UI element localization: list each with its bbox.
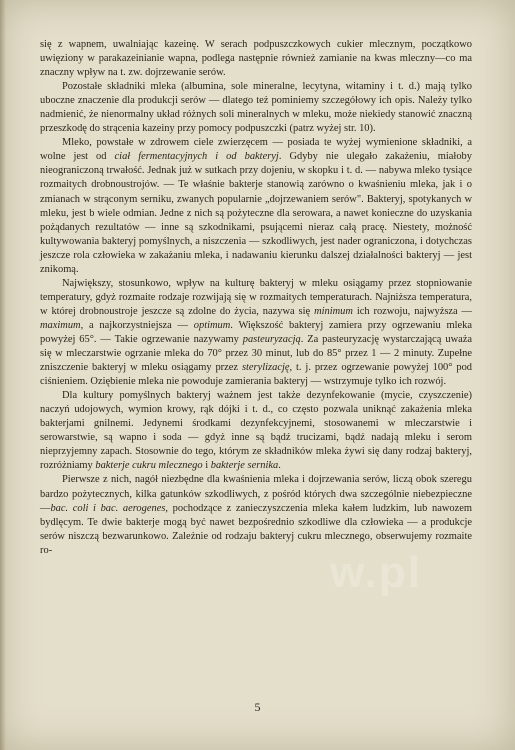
text-run: , a najkorzystniejsza — — [80, 319, 194, 331]
paragraph-1 — [40, 38, 472, 80]
text-run: . — [278, 460, 281, 472]
text-run: i — [202, 460, 211, 472]
paragraph-2 — [40, 80, 472, 136]
italic-term: bakterje sernika — [210, 460, 279, 472]
text-run: , pochodzące z zanieczyszczenia mleka kałem ludzkim, lub nawozem bydlęcym. Te dwie bakterje mogą być nawet bezpośrednio szkodliwe dla człowieka — a produkcje serów niszczą bezwarunkowo. Zależnie od rodzaju bakteryj cukru mlecznego, obserwujemy rozmaite ro- — [40, 502, 472, 556]
watermark: w.pl — [330, 548, 422, 597]
text-run: . Większość bakteryj zamiera przy ogrzewaniu mleka powyżej 65°. — Takie ogrzewanie nazywamy — [40, 319, 473, 345]
italic-term: bac. coli i bac. aerogenes — [50, 502, 166, 514]
paragraph-3 — [40, 136, 472, 276]
text-run: . Za pasteuryzację wystarczającą uważa się w mleczarstwie ogrzanie mleka do 70° przez 30 minut, lub do 85° przez 1 — 2 minuty. Zupełne zniszczenie bakteryj w mleku osiągamy przez — [40, 333, 473, 374]
text-run: ich rozwoju, najwyższa — — [352, 305, 472, 317]
text-run: Dla kultury pomyślnych bakteryj ważnem jest także dezynfekowanie (mycie, czyszczenie) naczyń udojowych, wymion krowy, rąk dójki i t. d., co często pozwala uniknąć zakażenia mleka bakterjami gnilnemi. Jedynemi środkami dezynfekcyjnemi, stosowanemi w mleczarstwie i serowarstwie, są wapno i soda — gdyż inne są bądź trucizami, bądź nadają mleku i serom nieprzyjemny zapach. Stosownie do tego, którym ze składników mleka żywi się dany rodzaj bakteryj, rozróżniamy — [40, 390, 472, 472]
paragraph-4 — [40, 277, 472, 389]
text-run: Pozostałe składniki mleka (albumina, sole mineralne, lecytyna, witaminy i t. d.) mają tylko uboczne znaczenie dla produkcji serów — dlatego też pominiemy szczegółowy ich opis. Należy tylko nadmienić, że nienormalny układ różnych soli mineralnych w mleku, może niekiedy stanowić znaczną przeszkodę do strącenia kazeiny przy pomocy podpuszczki (patrz wyżej str. 10). — [40, 81, 472, 135]
text-run: Pierwsze z nich, nagół niezbędne dla kwaśnienia mleka i dojrzewania serów, liczą obok szeregu bardzo pożytecznych, kilka gatunków szkodliwych, z pośród których dwa szczególnie niebezpieczne — — [40, 474, 472, 514]
text-run: się z wapnem, uwalniając kazeinę. W serach podpuszczkowych cukier mlecznym, początkowo uwięziony w parakazeinianie wapna, podlega następnie również zamianie na kwas mleczny—co ma znaczny wpływ na t. zw. dojrzewanie serów. — [40, 39, 472, 79]
text-run: Największy, stosunkowo, wpływ na kulturę bakteryj w mleku osiągamy przez stopniowanie temperatury, gdyż rozmaite rodzaje rozwijają się w rozmaitych temperaturach. Najniższa temperatura, w której drobnoustroje jeszcze są zdolne do życia, nazywa się — [40, 277, 472, 317]
page-edge-shadow — [0, 0, 6, 750]
paragraph-5 — [40, 389, 472, 473]
italic-term: pasteuryzacją — [242, 333, 301, 345]
italic-term: ciał fermentacyjnych i od bakteryj — [114, 151, 279, 163]
italic-term: bakterje cukru mlecznego — [95, 460, 203, 472]
italic-term: optimum — [193, 319, 231, 331]
italic-term: sterylizację — [241, 362, 290, 374]
page-number: 5 — [254, 700, 261, 714]
paragraph-6 — [40, 473, 472, 557]
italic-term: maximum — [40, 319, 81, 331]
text-run: . Gdyby nie ulegało zakażeniu, miałoby nieograniczoną trwałość. Jednak już w sutkach przy dojeniu, w skopku i t. d. — nabywa mleko tysiące rozmaitych drobnoustrojów. — Te właśnie bakterje stanowią zarówno o kwaśnieniu mleka, jak i o zmianach w strąconym serniku, zwanych popularnie „dojrzewaniem serów". Bakteryj, spotykanych w mleku, jest b wiele odmian. Jedne z nich są pożyteczne dla serowara, a nawet konieczne do uzyskania pożądanych rezultatów — inne są szkodnikami, psującemi nieraz całą pracę. Niestety, możność kultywowania bakteryj pomyślnych, a niszczenia — szkodliwych, jest nader ograniczona, i dotychczas jeszcze rola człowieka w zakażaniu mleka, i nadawaniu kierunku dalszej działalności bakteryj — jest znikomą. — [40, 151, 472, 275]
text-run: Mleko, powstałe w zdrowem ciele zwierzęcem — posiada te wyżej wymienione składniki, a wolne jest od — [40, 137, 472, 163]
page-body-text — [40, 38, 472, 558]
text-run: , t. j. przez ogrzewanie powyżej 100° pod ciśnieniem. Oziębienie mleka nie powoduje zamierania bakteryj — wstrzymuje tylko ich rozwój. — [40, 362, 473, 388]
italic-term: minimum — [314, 305, 353, 317]
